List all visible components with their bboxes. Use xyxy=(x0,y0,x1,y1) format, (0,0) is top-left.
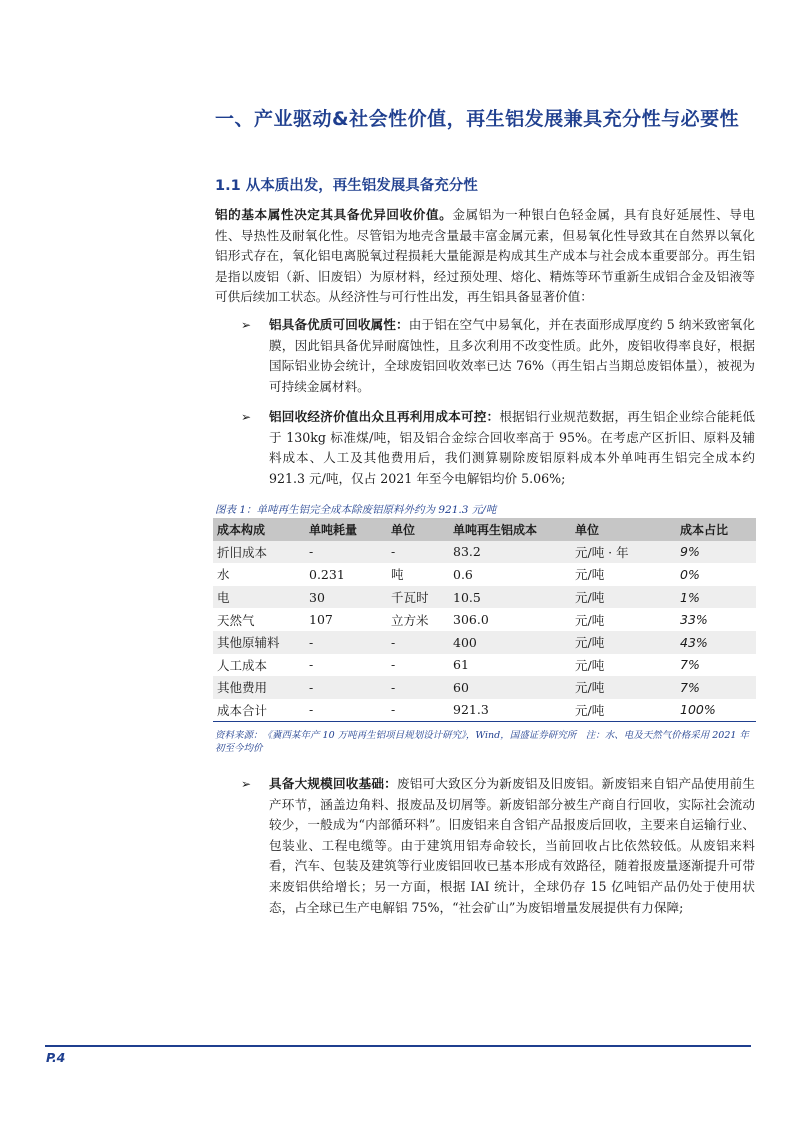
table-row xyxy=(213,654,756,677)
intro-text: 金属铝为一种银白色轻金属，具有良好延展性、导电性、导热性及耐氧化性。尽管铝为地壳含量最丰富金属元素，但易氧化性导致其在自然界以氧化铝形式存在，氧化铝电离脱氧过程损耗大量能源是构成其生产成本与社会成本重要部分。再生铝是指以废铝（新、旧废铝）为原材料，经过预处理、熔化、精炼等环节重新生成铝合金及铝液等可供后续加工状态。从经济性与可行性出发，再生铝具备显著价值： xyxy=(215,207,756,305)
intro-lead: 铝的基本属性决定其具备优异回收价值。 xyxy=(215,207,453,222)
section-heading: 一、产业驱动&社会性价值，再生铝发展兼具充分性与必要性 xyxy=(215,108,740,130)
table-cell: - xyxy=(387,676,449,699)
table-cell: 其他费用 xyxy=(213,676,305,699)
table-cell: - xyxy=(305,631,387,654)
arrow-bullet-icon: ➢ xyxy=(241,777,252,791)
table-cell: 61 xyxy=(453,657,469,673)
column-header: 单位 xyxy=(571,518,676,541)
table-cell: 7% xyxy=(676,676,756,699)
table-cell: 9% xyxy=(676,541,756,564)
table-cell: 元/吨 · 年 xyxy=(571,541,676,564)
table-row xyxy=(213,676,756,699)
table-cell: 0% xyxy=(680,566,700,582)
column-header: 单位 xyxy=(387,518,449,541)
column-header: 单吨耗量 xyxy=(305,518,387,541)
table-cell: 元/吨 xyxy=(571,631,676,654)
table-cell: 元/吨 xyxy=(575,657,605,673)
column-header: 成本构成 xyxy=(213,518,305,541)
table-cell: 0.231 xyxy=(309,566,345,582)
bullet-lead: 具备大规模回收基础： xyxy=(269,776,397,791)
table-cell: - xyxy=(391,657,396,673)
table-cell: 60 xyxy=(449,676,571,699)
cost-table xyxy=(213,518,756,722)
table-cell: 元/吨 xyxy=(571,676,676,699)
page-number: P.4 xyxy=(46,1050,66,1065)
bullet-lead: 铝具备优质可回收属性： xyxy=(269,317,409,332)
bullet-text: 根据铝行业规范数据，再生铝企业综合能耗低于 130kg 标准煤/吨，铝及铝合金综合回收率高于 95%。在考虑产区折旧、原料及辅料成本、人工及其他费用后，我们测算剔除废铝原料成本外单吨再生铝完全成本约 921.3 元/吨，仅占 2021 年至今电解铝均价 5.06%; xyxy=(269,409,756,486)
table-cell: 元/吨 xyxy=(575,612,605,628)
footer-divider xyxy=(45,1045,751,1047)
table-caption: 图表 1：单吨再生铝完全成本除废铝原料外约为 921.3 元/吨 xyxy=(215,504,497,516)
table-source-note: 资料来源：《冀西某年产 10 万吨再生铝项目规划设计研究》，Wind，国盛证券研究所 注：水、电及天然气价格采用 2021 年初至今均价 xyxy=(215,730,749,754)
table-row xyxy=(213,563,756,586)
bullet-text: 由于铝在空气中易氧化，并在表面形成厚度约 5 纳米致密氧化膜，因此铝具备优异耐腐蚀性，且多次利用不改变性质。此外，废铝收得率良好，根据国际铝业协会统计，全球废铝回收效率已达 76%（再生铝占当期总废铝体量），被视为可持续金属材料。 xyxy=(269,317,756,394)
table-cell: 其他原辅料 xyxy=(213,631,305,654)
table-row xyxy=(213,608,756,631)
table-cell: 10.5 xyxy=(449,586,571,609)
bullet-text: 废铝可大致区分为新废铝及旧废铝。新废铝来自铝产品使用前生产环节，涵盖边角料、报废品及切屑等。新废铝部分被生产商自行回收，实际社会流动较少，一般成为“内部循环料”。旧废铝来自含铝产品报废后回收，主要来自运输行业、包装业、工程电缆等。由于建筑用铝寿命较长，当前回收占比依然较低。从废铝来料看，汽车、包装及建筑等行业废铝回收已基本形成有效路径，随着报废量逐渐提升可带来废铝供给增长；另一方面，根据 IAI 统计，全球仍存 15 亿吨铝产品仍处于使用状态，占全球已生产电解铝 75%，“社会矿山”为废铝增量发展提供有力保障; xyxy=(269,776,756,915)
arrow-bullet-icon: ➢ xyxy=(241,318,252,332)
table-cell: 1% xyxy=(676,586,756,609)
table-cell: 人工成本 xyxy=(217,657,268,673)
table-row xyxy=(213,631,756,654)
arrow-bullet-icon: ➢ xyxy=(241,410,252,424)
table-cell: 30 xyxy=(305,586,387,609)
table-cell: - xyxy=(387,699,449,722)
table-cell: 921.3 xyxy=(449,699,571,722)
column-header: 成本占比 xyxy=(676,518,756,541)
table-cell: 400 xyxy=(449,631,571,654)
table-cell: 千瓦时 xyxy=(387,586,449,609)
table-cell: - xyxy=(305,699,387,722)
table-cell: 元/吨 xyxy=(575,567,605,583)
table-cell: 立方米 xyxy=(391,612,429,628)
table-cell: 折旧成本 xyxy=(213,541,305,564)
table-row xyxy=(213,586,756,609)
table-cell: 306.0 xyxy=(453,612,489,628)
table-cell: - xyxy=(387,541,449,564)
subsection-heading: 1.1 从本质出发，再生铝发展具备充分性 xyxy=(215,178,478,194)
table-cell: 水 xyxy=(217,567,230,583)
table-cell: 天然气 xyxy=(217,612,255,628)
table-row xyxy=(213,541,756,564)
bullet-item xyxy=(241,407,755,489)
table-cell: 100% xyxy=(676,699,756,722)
bullet-item xyxy=(241,315,755,397)
table-cell: 83.2 xyxy=(449,541,571,564)
bullet-lead: 铝回收经济价值出众且再利用成本可控： xyxy=(269,409,500,424)
column-header: 单吨再生铝成本 xyxy=(449,518,571,541)
table-header-row xyxy=(213,518,756,541)
table-cell: 0.6 xyxy=(453,566,473,582)
table-cell: 43% xyxy=(676,631,756,654)
table-cell: 元/吨 xyxy=(571,586,676,609)
table-total-row xyxy=(213,699,756,722)
table-cell: 吨 xyxy=(391,567,404,583)
bullet-item xyxy=(241,774,755,918)
table-cell: - xyxy=(305,541,387,564)
table-cell: 电 xyxy=(213,586,305,609)
table-cell: - xyxy=(305,676,387,699)
table-cell: 元/吨 xyxy=(571,699,676,722)
table-cell: 33% xyxy=(680,612,708,628)
table-cell: - xyxy=(387,631,449,654)
table-cell: - xyxy=(309,657,314,673)
table-cell: 107 xyxy=(309,612,333,628)
table-cell: 7% xyxy=(680,657,700,673)
intro-paragraph xyxy=(215,205,755,308)
table-cell: 成本合计 xyxy=(213,699,305,722)
